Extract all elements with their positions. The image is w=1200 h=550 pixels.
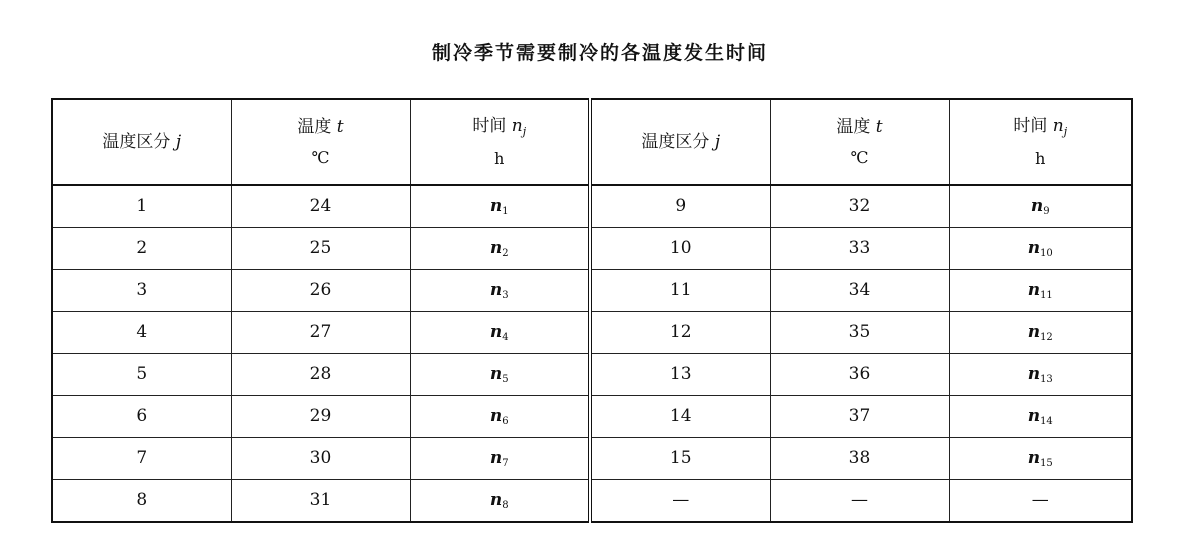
temperature-cell: 30 xyxy=(231,438,410,480)
bin-cell: — xyxy=(590,480,770,523)
header-temp-left: 温度 t ℃ xyxy=(231,99,410,185)
time-subscript: 3 xyxy=(502,289,509,301)
temperature-cell: 24 xyxy=(231,185,410,228)
time-symbol: n xyxy=(1027,363,1041,384)
time-symbol: n xyxy=(1027,321,1041,342)
temperature-cell: 36 xyxy=(770,354,949,396)
temperature-cell: 32 xyxy=(770,185,949,228)
time-subscript: 15 xyxy=(1040,457,1053,469)
time-symbol: n xyxy=(1027,405,1041,426)
time-symbol: n xyxy=(489,405,503,426)
time-cell xyxy=(949,354,1132,396)
temperature-cell: 27 xyxy=(231,312,410,354)
bin-cell: 4 xyxy=(52,312,231,354)
bin-cell: 13 xyxy=(590,354,770,396)
bin-cell: 14 xyxy=(590,396,770,438)
time-symbol: n xyxy=(489,447,503,468)
time-subscript: 9 xyxy=(1043,205,1050,217)
time-subscript: 8 xyxy=(502,499,509,511)
time-symbol: n xyxy=(489,279,503,300)
header-row xyxy=(52,99,1132,185)
time-subscript: 14 xyxy=(1040,415,1053,427)
time-cell xyxy=(949,270,1132,312)
time-cell xyxy=(949,185,1132,228)
header-temp-right: 温度 t ℃ xyxy=(770,99,949,185)
bin-cell: 12 xyxy=(590,312,770,354)
table-row xyxy=(52,396,1132,438)
bin-cell: 6 xyxy=(52,396,231,438)
table-row xyxy=(52,354,1132,396)
time-cell xyxy=(949,396,1132,438)
time-symbol: n xyxy=(1027,237,1041,258)
bin-cell: 1 xyxy=(52,185,231,228)
time-cell xyxy=(410,480,590,523)
bin-cell: 7 xyxy=(52,438,231,480)
time-symbol: n xyxy=(489,489,503,510)
time-subscript: 4 xyxy=(502,331,509,343)
header-bin-left: 温度区分 j xyxy=(52,99,231,185)
table-row xyxy=(52,438,1132,480)
temperature-cell: — xyxy=(770,480,949,523)
bin-cell: 2 xyxy=(52,228,231,270)
temperature-cell: 33 xyxy=(770,228,949,270)
time-subscript: 10 xyxy=(1040,247,1053,259)
time-symbol: n xyxy=(489,237,503,258)
time-cell: — xyxy=(949,480,1132,523)
time-subscript: 2 xyxy=(502,247,509,259)
time-cell xyxy=(410,185,590,228)
temperature-time-table xyxy=(51,98,1133,523)
bin-cell: 5 xyxy=(52,354,231,396)
time-cell xyxy=(410,354,590,396)
table-row xyxy=(52,480,1132,523)
table-title: 制冷季节需要制冷的各温度发生时间 xyxy=(431,42,768,64)
time-subscript: 5 xyxy=(502,373,509,385)
time-cell xyxy=(410,438,590,480)
time-subscript: 1 xyxy=(502,205,509,217)
time-cell xyxy=(410,270,590,312)
time-symbol: n xyxy=(1027,279,1041,300)
bin-cell: 11 xyxy=(590,270,770,312)
table-row xyxy=(52,312,1132,354)
table-row xyxy=(52,270,1132,312)
time-subscript: 7 xyxy=(502,457,509,469)
bin-cell: 10 xyxy=(590,228,770,270)
temperature-cell: 29 xyxy=(231,396,410,438)
time-symbol: n xyxy=(1030,195,1044,216)
temperature-cell: 35 xyxy=(770,312,949,354)
time-cell xyxy=(410,396,590,438)
time-symbol: n xyxy=(489,321,503,342)
time-symbol: n xyxy=(489,363,503,384)
time-cell xyxy=(949,228,1132,270)
temperature-cell: 34 xyxy=(770,270,949,312)
time-symbol: n xyxy=(1027,447,1041,468)
temperature-cell: 37 xyxy=(770,396,949,438)
time-cell xyxy=(410,228,590,270)
time-cell xyxy=(410,312,590,354)
time-subscript: 12 xyxy=(1040,331,1053,343)
temperature-cell: 38 xyxy=(770,438,949,480)
bin-cell: 9 xyxy=(590,185,770,228)
bin-cell: 3 xyxy=(52,270,231,312)
bin-cell: 8 xyxy=(52,480,231,523)
temperature-cell: 31 xyxy=(231,480,410,523)
temperature-cell: 28 xyxy=(231,354,410,396)
header-time-left: 时间 $n_j$ h xyxy=(410,99,590,185)
time-symbol: n xyxy=(489,195,503,216)
time-subscript: 6 xyxy=(502,415,509,427)
temperature-cell: 25 xyxy=(231,228,410,270)
header-bin-right: 温度区分 j xyxy=(590,99,770,185)
table-row xyxy=(52,185,1132,228)
time-cell xyxy=(949,438,1132,480)
time-cell xyxy=(949,312,1132,354)
temperature-cell: 26 xyxy=(231,270,410,312)
bin-cell: 15 xyxy=(590,438,770,480)
header-time-right: 时间 $n_j$ h xyxy=(949,99,1132,185)
time-subscript: 13 xyxy=(1040,373,1053,385)
table-row xyxy=(52,228,1132,270)
time-subscript: 11 xyxy=(1040,289,1053,301)
